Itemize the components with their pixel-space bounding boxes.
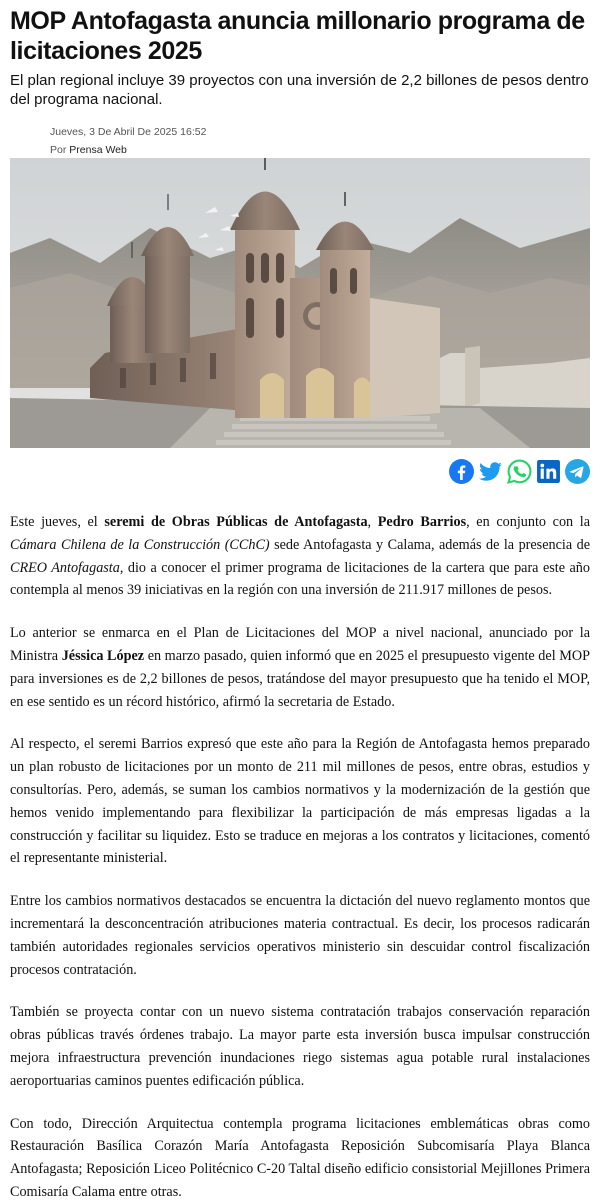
hero-image xyxy=(10,158,590,448)
paragraph-4: Entre los cambios normativos destacados se encuentra la dictación del nuevo reglamento montos que incrementará la desconcentración atribuciones materia contractual. Es decir, los procesos radicarán también autoridades regionales servicios operativos ministerio sin descuidar control fiscalización procesos contratación. xyxy=(10,893,590,978)
paragraph-2 xyxy=(10,622,590,713)
author-name: Prensa Web xyxy=(69,144,127,156)
italic-creo: CREO Antofagasta xyxy=(10,559,120,576)
byline xyxy=(50,143,590,158)
whatsapp-icon[interactable] xyxy=(507,459,532,484)
text-run: en marzo pasado, quien informó que en 2025 el presupuesto vigente del MOP para inversiones es de 2,2 billones de pesos, tratándose del mayor presupuesto que ha tenido el MOP, en ese sentido es un récord histórico, afirmó la secretaria de Estado. xyxy=(10,647,590,710)
telegram-icon[interactable] xyxy=(565,459,590,484)
article-meta xyxy=(10,125,590,158)
article-headline: MOP Antofagasta anuncia millonario programa de licitaciones 2025 xyxy=(10,7,585,65)
share-bar xyxy=(10,459,590,485)
text-run: Este jueves, el xyxy=(10,514,105,530)
twitter-icon[interactable] xyxy=(478,459,503,484)
italic-cchc: Cámara Chilena de la Construcción (CChC) xyxy=(10,536,270,553)
paragraph-3: Al respecto, el seremi Barrios expresó que este año para la Región de Antofagasta hemos preparado un plan robusto de licitaciones por un monto de 211 mil millones de pesos, entre obras, estudios y consultorías. Pero, además, se suman los cambios normativos y la modernización de la gestión que hemos venido implementando para flexibilizar la participación de más empresas ligadas a la construcción y facilitar su liquidez. Esto se traduce en mejoras a los contratos y licitaciones, comentó el representante ministerial. xyxy=(10,736,590,867)
paragraph-1 xyxy=(10,511,590,602)
bold-name: Pedro Barrios xyxy=(377,514,467,530)
bold-minister: Jéssica López xyxy=(61,647,145,664)
paragraph-6: Con todo, Dirección Arquitectua contempla programa licitaciones emblemáticas obras como Restauración Basílica Corazón María Antofagasta Reposición Subcomisaría Playa Blanca Antofagasta; Reposición Liceo Politécnico C-20 Taltal diseño edificio consistorial Mejillones Primera Comisaría Calama entre otras. xyxy=(10,1115,590,1200)
text-run: , dio a conocer el primer programa de licitaciones de la cartera que para este año contempla al menos 39 iniciativas en la región con una inversión de 211.917 millones de pesos. xyxy=(10,559,590,599)
text-run: , en conjunto con la xyxy=(466,514,591,530)
article-subtitle: El plan regional incluye 39 proyectos con una inversión de 2,2 billones de pesos dentro del programa nacional. xyxy=(10,72,589,108)
bold-seremi: seremi de Obras Públicas de Antofagasta xyxy=(104,514,368,530)
facebook-icon[interactable] xyxy=(449,459,474,484)
text-run: , xyxy=(367,514,378,530)
paragraph-5: También se proyecta contar con un nuevo sistema contratación trabajos conservación reparación obras públicas través órdenes trabajo. La mayor parte esta inversión busca impulsar construcción mejora infraestructura prevención inundaciones riego sistemas agua potable rural instalaciones aeroportuarias caminos puentes edificación pública. xyxy=(10,1004,590,1089)
linkedin-icon[interactable] xyxy=(536,459,561,484)
publish-date: Jueves, 3 De Abril De 2025 16:52 xyxy=(50,126,207,138)
text-run: Lo anterior se enmarca en el Plan de Licitaciones del MOP a nivel nacional, anunciado por la Ministra xyxy=(10,625,590,664)
byline-prefix: Por xyxy=(50,144,67,156)
article-body xyxy=(10,511,590,1204)
text-run: sede Antofagasta y Calama, además de la presencia de xyxy=(269,536,591,553)
